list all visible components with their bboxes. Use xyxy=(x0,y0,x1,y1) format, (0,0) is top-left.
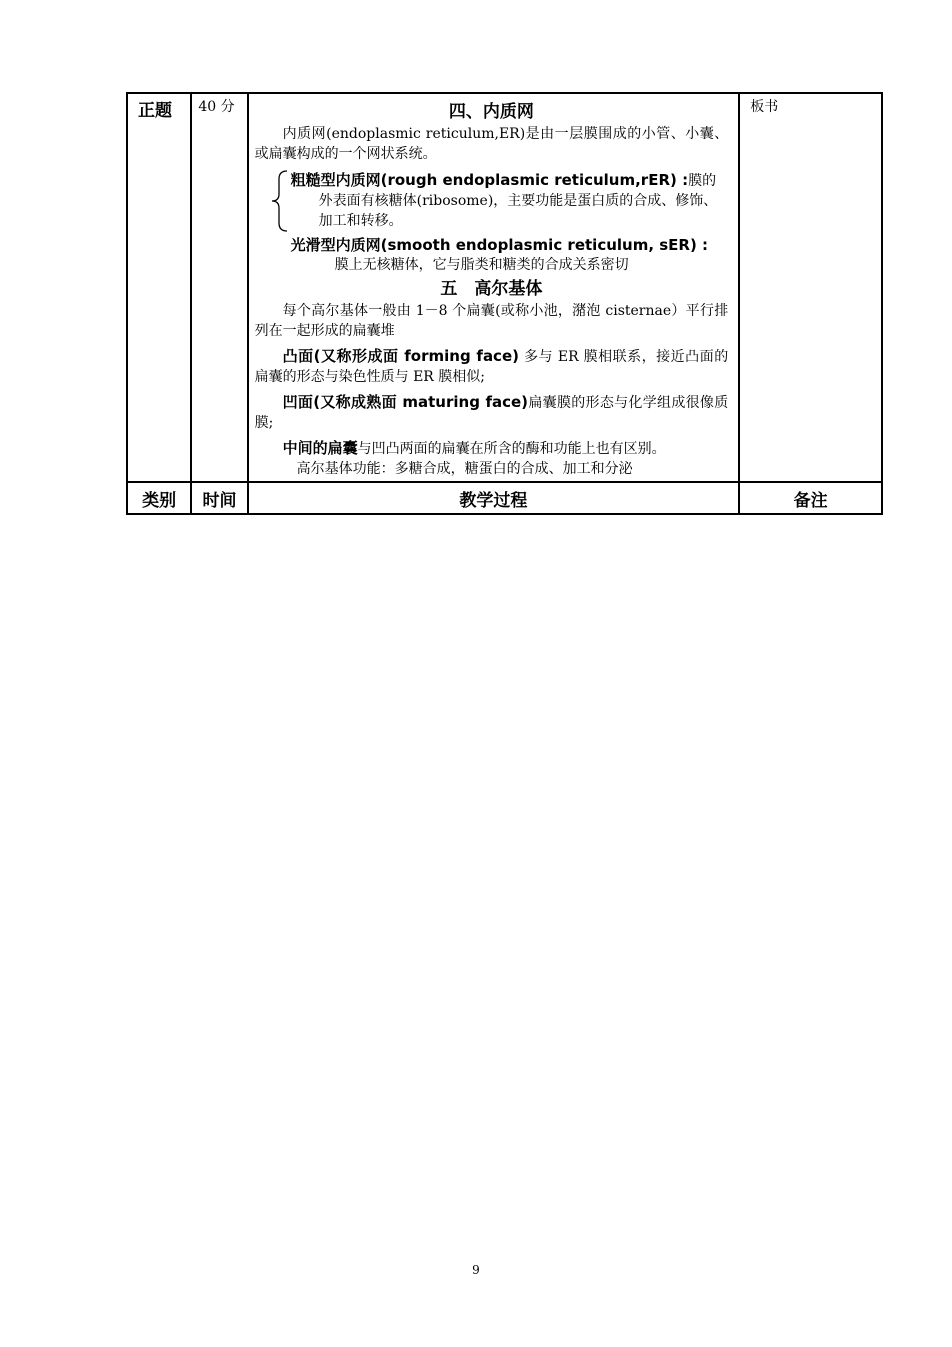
convex-face-label: 凸面(又称形成面 forming face) xyxy=(282,347,519,365)
er-intro: 内质网(endoplasmic reticulum,ER)是由一层膜围成的小管、小囊、或扁囊构成的一个网状系统。 xyxy=(254,126,729,162)
middle-cisternae-paragraph xyxy=(255,438,729,459)
middle-cisternae-label: 中间的扁囊 xyxy=(282,439,358,457)
rough-er-block xyxy=(255,170,729,231)
er-heading: 四、内质网 xyxy=(448,102,534,122)
rough-er-label: 粗糙型内质网(rough endoplasmic reticulum,rER) : xyxy=(290,171,689,189)
rough-er-first-line xyxy=(291,170,729,191)
smooth-er-block xyxy=(255,235,729,275)
concave-face-text: 扁囊膜的形态与化学组成很像质膜; xyxy=(254,395,729,431)
golgi-intro: 每个高尔基体一般由 1－8 个扁囊(或称小池，潴泡 cisternae）平行排列在一起形成的扁囊堆 xyxy=(254,303,729,339)
rough-er-text-head: 膜的 xyxy=(688,173,717,189)
category-cell: 正题 xyxy=(127,93,191,482)
concave-face-label: 凹面(又称成熟面 maturing face) xyxy=(282,393,529,411)
footer-row xyxy=(127,482,882,514)
process-cell xyxy=(248,93,740,482)
footer-time: 时间 xyxy=(191,482,247,514)
golgi-function: 高尔基体功能：多糖合成，糖蛋白的合成、加工和分泌 xyxy=(296,461,633,477)
footer-category: 类别 xyxy=(127,482,191,514)
middle-cisternae-text: 与凹凸两面的扁囊在所含的酶和功能上也有区别。 xyxy=(357,441,666,457)
concave-face-paragraph xyxy=(255,392,729,433)
footer-process: 教学过程 xyxy=(248,482,740,514)
curly-brace-icon xyxy=(269,170,289,232)
golgi-heading: 五 高尔基体 xyxy=(440,279,543,299)
smooth-er-text: 膜上无核糖体，它与脂类和糖类的合成关系密切 xyxy=(334,257,629,273)
convex-face-paragraph xyxy=(255,346,729,387)
lesson-table xyxy=(126,92,883,515)
footer-note: 备注 xyxy=(739,482,882,514)
time-cell: 40 分 xyxy=(191,93,247,482)
rough-er-text: 外表面有核糖体(ribosome)，主要功能是蛋白质的合成、修饰、加工和转移。 xyxy=(318,193,718,229)
note-cell: 板书 xyxy=(739,93,882,482)
convex-face-text: 多与 ER 膜相联系，接近凸面的扁囊的形态与染色性质与 ER 膜相似; xyxy=(254,349,729,385)
smooth-er-label: 光滑型内质网(smooth endoplasmic reticulum, sER) : xyxy=(290,236,709,254)
content-row xyxy=(127,93,882,482)
page-number: 9 xyxy=(472,1263,480,1277)
